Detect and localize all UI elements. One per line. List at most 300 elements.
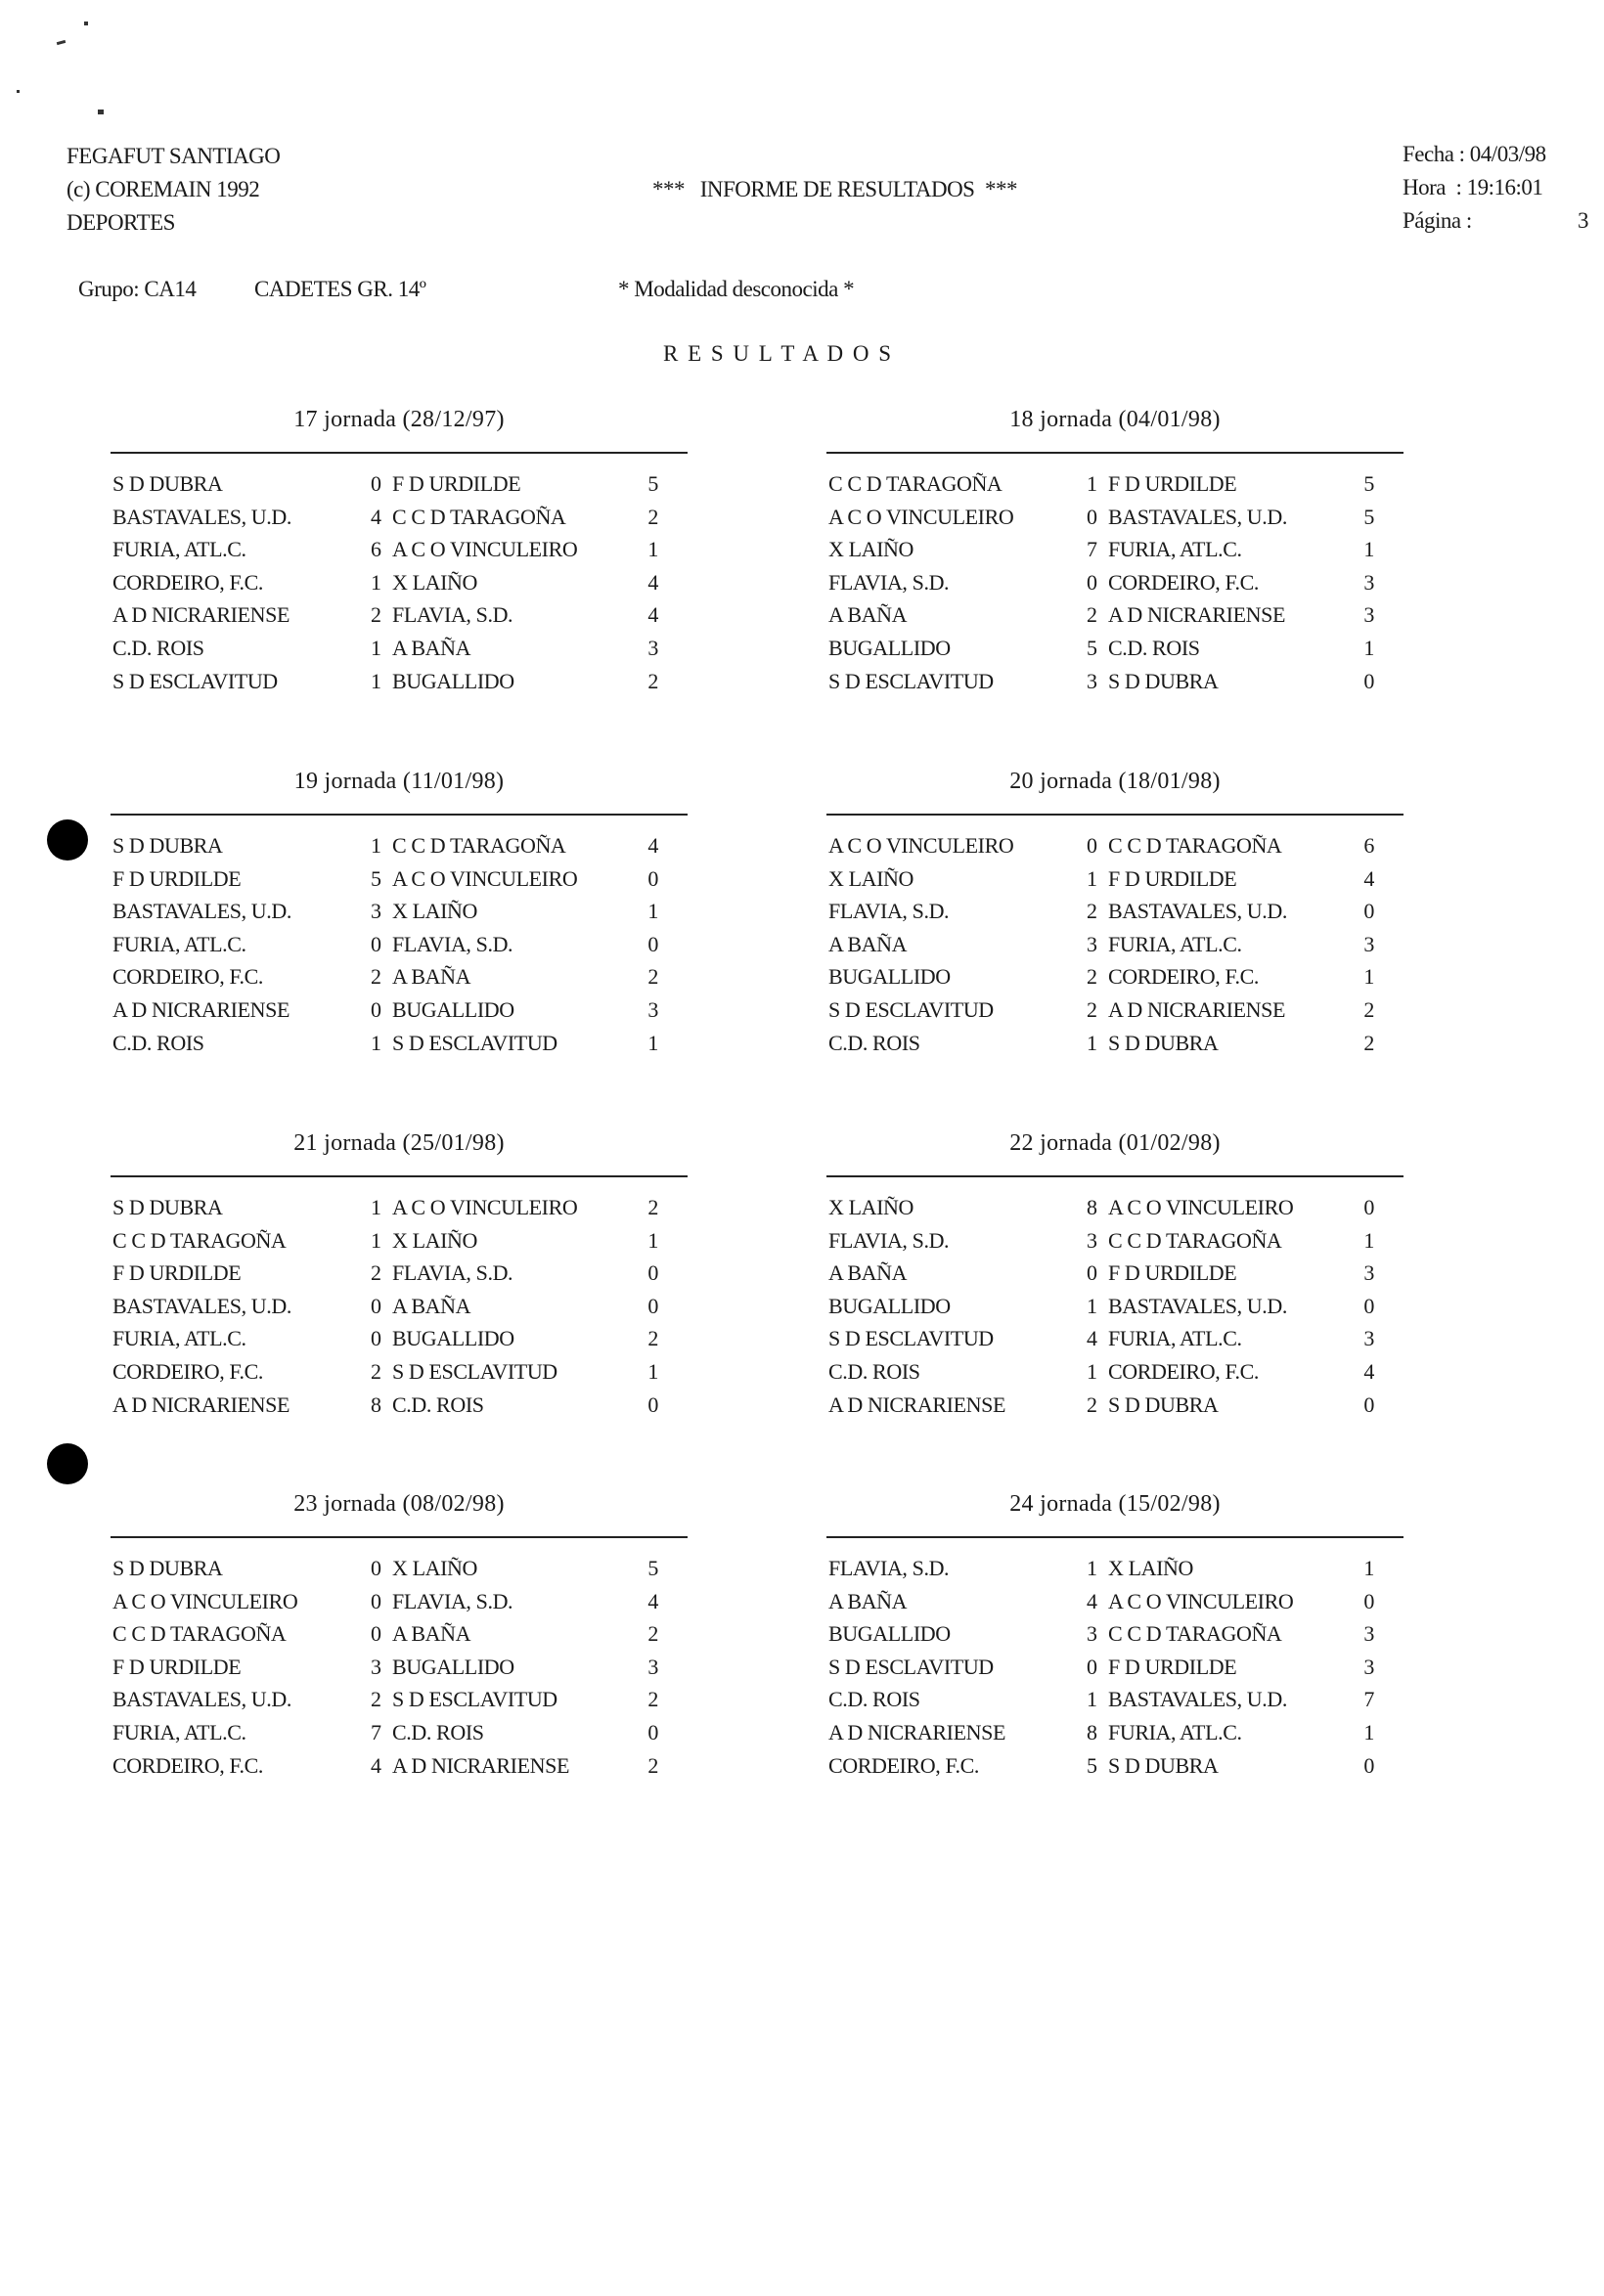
home-team: FURIA, ATL.C. xyxy=(112,537,246,562)
home-team: S D ESCLAVITUD xyxy=(112,668,278,693)
home-goals: 5 xyxy=(371,865,381,891)
home-goals: 1 xyxy=(1087,1687,1097,1712)
match-row xyxy=(112,566,690,599)
away-team: F D URDILDE xyxy=(1108,1654,1237,1679)
away-team: S D DUBRA xyxy=(1108,1030,1219,1055)
away-team: CORDEIRO, F.C. xyxy=(1108,569,1259,595)
away-team: FLAVIA, S.D. xyxy=(392,931,513,956)
away-team: C C D TARAGOÑA xyxy=(1108,833,1282,858)
home-goals: 2 xyxy=(371,964,381,990)
home-team: X LAIÑO xyxy=(828,1195,914,1219)
home-team: FLAVIA, S.D. xyxy=(828,569,950,595)
away-goals: 5 xyxy=(1363,504,1374,529)
home-team: A C O VINCULEIRO xyxy=(112,1588,298,1613)
group-code: Grupo: CA14 xyxy=(78,277,197,301)
home-team: BASTAVALES, U.D. xyxy=(112,899,291,924)
group-name: CADETES GR. 14º xyxy=(254,277,426,301)
away-goals: 3 xyxy=(647,997,658,1022)
away-goals: 3 xyxy=(1363,1621,1374,1647)
home-team: FLAVIA, S.D. xyxy=(828,1556,950,1580)
match-row xyxy=(828,928,1405,961)
jornada-title: 21 jornada (25/01/98) xyxy=(293,1130,505,1156)
away-team: A BAÑA xyxy=(392,964,471,990)
away-team: FURIA, ATL.C. xyxy=(1108,1326,1242,1351)
home-goals: 5 xyxy=(1087,636,1097,660)
home-team: F D URDILDE xyxy=(112,1260,242,1286)
home-goals: 5 xyxy=(1087,1752,1097,1778)
jornada-divider xyxy=(826,1175,1404,1177)
home-team: BASTAVALES, U.D. xyxy=(112,1293,291,1318)
home-team: C.D. ROIS xyxy=(112,636,204,660)
home-team: A BAÑA xyxy=(828,931,908,956)
jornada-block xyxy=(111,1489,688,1812)
away-goals: 0 xyxy=(1363,1195,1374,1219)
report-title: *** INFORME DE RESULTADOS *** xyxy=(652,177,1017,201)
home-goals: 7 xyxy=(1087,537,1097,562)
home-team: A D NICRARIENSE xyxy=(828,1720,1006,1744)
match-row xyxy=(828,1716,1405,1749)
away-goals: 2 xyxy=(647,1195,658,1219)
away-goals: 0 xyxy=(1363,1752,1374,1778)
home-team: CORDEIRO, F.C. xyxy=(828,1752,979,1778)
match-row xyxy=(828,829,1405,862)
away-team: FURIA, ATL.C. xyxy=(1108,537,1242,562)
home-team: C C D TARAGOÑA xyxy=(112,1621,287,1647)
away-goals: 1 xyxy=(1363,537,1374,562)
jornada-divider xyxy=(111,452,688,454)
match-row xyxy=(828,598,1405,632)
away-team: S D DUBRA xyxy=(1108,1391,1219,1417)
away-team: FLAVIA, S.D. xyxy=(392,1588,513,1613)
away-goals: 4 xyxy=(647,602,658,628)
punch-hole xyxy=(47,819,88,861)
match-row xyxy=(828,1355,1405,1389)
match-row xyxy=(112,665,690,698)
home-team: CORDEIRO, F.C. xyxy=(112,569,263,595)
home-team: BUGALLIDO xyxy=(828,636,951,660)
match-row xyxy=(828,467,1405,501)
match-row xyxy=(112,1027,690,1060)
away-team: X LAIÑO xyxy=(392,569,478,595)
away-team: C C D TARAGOÑA xyxy=(1108,1621,1282,1647)
match-row xyxy=(112,1290,690,1323)
home-goals: 4 xyxy=(371,1752,381,1778)
away-team: A D NICRARIENSE xyxy=(1108,602,1286,628)
home-goals: 2 xyxy=(371,1687,381,1712)
home-goals: 2 xyxy=(1087,899,1097,924)
home-goals: 2 xyxy=(371,1359,381,1384)
home-goals: 1 xyxy=(1087,471,1097,496)
away-team: A D NICRARIENSE xyxy=(1108,997,1286,1022)
away-goals: 2 xyxy=(647,1687,658,1712)
away-goals: 2 xyxy=(647,668,658,693)
away-team: BUGALLIDO xyxy=(392,668,514,693)
home-goals: 0 xyxy=(371,997,381,1022)
jornada-title: 20 jornada (18/01/98) xyxy=(1009,769,1221,794)
away-goals: 1 xyxy=(647,1030,658,1055)
jornada-title: 17 jornada (28/12/97) xyxy=(293,407,505,432)
match-row xyxy=(112,960,690,993)
match-row xyxy=(112,1257,690,1290)
home-team: S D DUBRA xyxy=(112,471,223,496)
home-goals: 3 xyxy=(371,1654,381,1679)
away-team: BUGALLIDO xyxy=(392,1654,514,1679)
match-row xyxy=(112,632,690,665)
away-team: CORDEIRO, F.C. xyxy=(1108,964,1259,990)
home-team: F D URDILDE xyxy=(112,865,242,891)
jornada-block xyxy=(826,1128,1404,1451)
match-row xyxy=(828,533,1405,566)
away-goals: 3 xyxy=(1363,1654,1374,1679)
home-team: C.D. ROIS xyxy=(112,1030,204,1055)
home-goals: 1 xyxy=(1087,1359,1097,1384)
away-team: BUGALLIDO xyxy=(392,997,514,1022)
away-team: A C O VINCULEIRO xyxy=(392,865,578,891)
match-row xyxy=(112,467,690,501)
home-goals: 0 xyxy=(1087,569,1097,595)
home-goals: 2 xyxy=(371,602,381,628)
away-goals: 2 xyxy=(647,504,658,529)
jornada-title: 19 jornada (11/01/98) xyxy=(293,769,505,794)
home-goals: 0 xyxy=(1087,1260,1097,1286)
home-team: S D DUBRA xyxy=(112,833,223,858)
jornada-block xyxy=(826,405,1404,728)
match-row xyxy=(828,1290,1405,1323)
away-goals: 0 xyxy=(1363,1293,1374,1318)
away-goals: 0 xyxy=(647,1720,658,1744)
match-row xyxy=(828,501,1405,534)
away-goals: 2 xyxy=(647,964,658,990)
home-goals: 3 xyxy=(1087,668,1097,693)
jornada-block xyxy=(111,1128,688,1451)
home-goals: 0 xyxy=(371,1621,381,1647)
home-team: FURIA, ATL.C. xyxy=(112,1720,246,1744)
home-team: FLAVIA, S.D. xyxy=(828,899,950,924)
home-team: C C D TARAGOÑA xyxy=(828,471,1002,496)
home-team: BASTAVALES, U.D. xyxy=(112,504,291,529)
home-goals: 4 xyxy=(1087,1326,1097,1351)
match-row xyxy=(112,1716,690,1749)
match-row xyxy=(828,1191,1405,1224)
home-goals: 0 xyxy=(1087,1654,1097,1679)
home-team: CORDEIRO, F.C. xyxy=(112,1752,263,1778)
away-goals: 3 xyxy=(1363,931,1374,956)
jornada-block xyxy=(111,767,688,1089)
home-team: S D DUBRA xyxy=(112,1195,223,1219)
away-team: A C O VINCULEIRO xyxy=(1108,1195,1294,1219)
jornada-block xyxy=(111,405,688,728)
away-team: A C O VINCULEIRO xyxy=(392,537,578,562)
away-goals: 2 xyxy=(647,1326,658,1351)
home-team: C.D. ROIS xyxy=(828,1030,920,1055)
away-goals: 6 xyxy=(1363,833,1374,858)
home-goals: 0 xyxy=(371,1588,381,1613)
match-row xyxy=(112,1322,690,1355)
away-goals: 1 xyxy=(1363,964,1374,990)
home-team: A BAÑA xyxy=(828,1588,908,1613)
report-time: Hora : 19:16:01 xyxy=(1403,175,1543,199)
away-team: A BAÑA xyxy=(392,1293,471,1318)
home-goals: 8 xyxy=(371,1391,381,1417)
match-row xyxy=(828,1552,1405,1585)
away-team: C C D TARAGOÑA xyxy=(1108,1227,1282,1253)
home-team: F D URDILDE xyxy=(112,1654,242,1679)
home-team: S D ESCLAVITUD xyxy=(828,1326,994,1351)
away-goals: 1 xyxy=(1363,1556,1374,1580)
away-team: X LAIÑO xyxy=(392,1227,478,1253)
home-goals: 2 xyxy=(1087,602,1097,628)
match-row xyxy=(828,1617,1405,1651)
page-number: 3 xyxy=(1578,208,1588,233)
match-row xyxy=(828,632,1405,665)
match-row xyxy=(112,928,690,961)
jornada-title: 24 jornada (15/02/98) xyxy=(1009,1491,1221,1517)
home-goals: 1 xyxy=(1087,865,1097,891)
away-goals: 3 xyxy=(1363,1326,1374,1351)
jornada-divider xyxy=(826,452,1404,454)
away-goals: 1 xyxy=(647,537,658,562)
away-team: A C O VINCULEIRO xyxy=(1108,1588,1294,1613)
away-team: X LAIÑO xyxy=(1108,1556,1194,1580)
modality: * Modalidad desconocida * xyxy=(618,277,855,301)
away-team: S D ESCLAVITUD xyxy=(392,1359,557,1384)
away-goals: 1 xyxy=(647,1359,658,1384)
match-row xyxy=(112,1749,690,1783)
away-goals: 1 xyxy=(647,899,658,924)
match-row xyxy=(112,1355,690,1389)
away-goals: 1 xyxy=(1363,1227,1374,1253)
home-goals: 2 xyxy=(1087,1391,1097,1417)
away-team: FLAVIA, S.D. xyxy=(392,1260,513,1286)
away-goals: 0 xyxy=(647,865,658,891)
home-goals: 6 xyxy=(371,537,381,562)
home-team: A C O VINCULEIRO xyxy=(828,833,1014,858)
match-row xyxy=(828,1585,1405,1618)
away-goals: 2 xyxy=(1363,997,1374,1022)
match-row xyxy=(112,993,690,1027)
home-goals: 0 xyxy=(1087,833,1097,858)
away-team: S D ESCLAVITUD xyxy=(392,1030,557,1055)
home-goals: 3 xyxy=(371,899,381,924)
away-goals: 1 xyxy=(647,1227,658,1253)
match-row xyxy=(112,829,690,862)
away-goals: 2 xyxy=(647,1621,658,1647)
jornada-title: 18 jornada (04/01/98) xyxy=(1009,407,1221,432)
home-team: C.D. ROIS xyxy=(828,1359,920,1384)
home-goals: 1 xyxy=(1087,1556,1097,1580)
home-team: FURIA, ATL.C. xyxy=(112,1326,246,1351)
match-row xyxy=(112,862,690,896)
home-goals: 3 xyxy=(1087,1621,1097,1647)
jornada-block xyxy=(826,767,1404,1089)
home-goals: 0 xyxy=(371,931,381,956)
home-team: BASTAVALES, U.D. xyxy=(112,1687,291,1712)
home-team: CORDEIRO, F.C. xyxy=(112,964,263,990)
home-team: A D NICRARIENSE xyxy=(112,997,290,1022)
away-team: BASTAVALES, U.D. xyxy=(1108,1293,1287,1318)
match-row xyxy=(112,1552,690,1585)
away-goals: 0 xyxy=(1363,1588,1374,1613)
home-goals: 4 xyxy=(1087,1588,1097,1613)
home-goals: 1 xyxy=(1087,1293,1097,1318)
home-team: FURIA, ATL.C. xyxy=(112,931,246,956)
away-team: S D ESCLAVITUD xyxy=(392,1687,557,1712)
match-row xyxy=(112,1617,690,1651)
match-row xyxy=(828,665,1405,698)
home-team: C.D. ROIS xyxy=(828,1687,920,1712)
home-goals: 4 xyxy=(371,504,381,529)
away-goals: 4 xyxy=(1363,865,1374,891)
away-team: C.D. ROIS xyxy=(392,1720,484,1744)
home-goals: 1 xyxy=(371,569,381,595)
jornada-divider xyxy=(111,1536,688,1538)
away-goals: 0 xyxy=(647,1391,658,1417)
match-row xyxy=(828,1027,1405,1060)
match-row xyxy=(112,1585,690,1618)
away-team: S D DUBRA xyxy=(1108,668,1219,693)
away-team: BASTAVALES, U.D. xyxy=(1108,899,1287,924)
away-goals: 4 xyxy=(647,569,658,595)
away-goals: 3 xyxy=(1363,569,1374,595)
report-date: Fecha : 04/03/98 xyxy=(1403,142,1546,166)
match-row xyxy=(828,1683,1405,1716)
match-row xyxy=(112,1191,690,1224)
match-row xyxy=(112,533,690,566)
match-row xyxy=(112,895,690,928)
home-goals: 1 xyxy=(371,1030,381,1055)
scan-speck xyxy=(84,22,88,25)
away-goals: 0 xyxy=(647,1260,658,1286)
home-goals: 7 xyxy=(371,1720,381,1744)
scan-speck xyxy=(17,90,20,93)
jornada-divider xyxy=(826,1536,1404,1538)
home-team: A D NICRARIENSE xyxy=(828,1391,1006,1417)
away-goals: 0 xyxy=(1363,899,1374,924)
home-goals: 0 xyxy=(371,471,381,496)
away-team: F D URDILDE xyxy=(1108,865,1237,891)
home-goals: 8 xyxy=(1087,1195,1097,1219)
home-team: S D DUBRA xyxy=(112,1556,223,1580)
away-goals: 0 xyxy=(1363,1391,1374,1417)
away-team: FURIA, ATL.C. xyxy=(1108,1720,1242,1744)
match-row xyxy=(828,895,1405,928)
away-team: BASTAVALES, U.D. xyxy=(1108,504,1287,529)
jornada-title: 23 jornada (08/02/98) xyxy=(293,1491,505,1517)
match-row xyxy=(112,1683,690,1716)
home-team: A D NICRARIENSE xyxy=(112,1391,290,1417)
away-team: F D URDILDE xyxy=(1108,1260,1237,1286)
away-goals: 1 xyxy=(1363,636,1374,660)
jornada-title: 22 jornada (01/02/98) xyxy=(1009,1130,1221,1156)
home-goals: 0 xyxy=(371,1556,381,1580)
home-goals: 3 xyxy=(1087,931,1097,956)
match-row xyxy=(828,1322,1405,1355)
away-team: BASTAVALES, U.D. xyxy=(1108,1687,1287,1712)
home-team: BUGALLIDO xyxy=(828,1293,951,1318)
away-goals: 3 xyxy=(1363,1260,1374,1286)
match-row xyxy=(112,501,690,534)
away-goals: 2 xyxy=(647,1752,658,1778)
home-team: S D ESCLAVITUD xyxy=(828,1654,994,1679)
page-label: Página : xyxy=(1403,208,1472,233)
match-row xyxy=(112,1651,690,1684)
org-name: FEGAFUT SANTIAGO xyxy=(67,144,281,168)
away-team: A D NICRARIENSE xyxy=(392,1752,570,1778)
away-team: A BAÑA xyxy=(392,636,471,660)
match-row xyxy=(112,1389,690,1422)
away-goals: 3 xyxy=(647,1654,658,1679)
match-row xyxy=(828,960,1405,993)
punch-hole xyxy=(47,1443,88,1484)
home-team: C C D TARAGOÑA xyxy=(112,1227,287,1253)
away-goals: 7 xyxy=(1363,1687,1374,1712)
home-goals: 3 xyxy=(1087,1227,1097,1253)
match-row xyxy=(828,566,1405,599)
away-goals: 5 xyxy=(647,471,658,496)
away-goals: 2 xyxy=(1363,1030,1374,1055)
home-team: X LAIÑO xyxy=(828,865,914,891)
match-row xyxy=(828,1389,1405,1422)
away-goals: 5 xyxy=(647,1556,658,1580)
match-row xyxy=(828,862,1405,896)
home-team: S D ESCLAVITUD xyxy=(828,997,994,1022)
match-row xyxy=(112,1224,690,1258)
away-goals: 3 xyxy=(647,636,658,660)
away-team: FLAVIA, S.D. xyxy=(392,602,513,628)
away-goals: 0 xyxy=(1363,668,1374,693)
match-row xyxy=(828,993,1405,1027)
away-team: F D URDILDE xyxy=(392,471,521,496)
away-goals: 0 xyxy=(647,1293,658,1318)
scan-speck xyxy=(57,40,66,45)
home-team: CORDEIRO, F.C. xyxy=(112,1359,263,1384)
home-goals: 2 xyxy=(1087,964,1097,990)
away-team: CORDEIRO, F.C. xyxy=(1108,1359,1259,1384)
away-team: F D URDILDE xyxy=(1108,471,1237,496)
match-row xyxy=(112,598,690,632)
home-goals: 8 xyxy=(1087,1720,1097,1744)
section-title: R E S U L T A D O S xyxy=(663,341,894,366)
home-team: A C O VINCULEIRO xyxy=(828,504,1014,529)
match-row xyxy=(828,1749,1405,1783)
match-row xyxy=(828,1257,1405,1290)
copyright: (c) COREMAIN 1992 xyxy=(67,177,260,201)
home-goals: 1 xyxy=(371,1227,381,1253)
home-goals: 0 xyxy=(1087,504,1097,529)
jornada-divider xyxy=(111,814,688,816)
home-team: BUGALLIDO xyxy=(828,1621,951,1647)
away-goals: 4 xyxy=(647,833,658,858)
home-goals: 1 xyxy=(371,1195,381,1219)
away-team: BUGALLIDO xyxy=(392,1326,514,1351)
away-goals: 1 xyxy=(1363,1720,1374,1744)
match-row xyxy=(828,1224,1405,1258)
away-team: C.D. ROIS xyxy=(1108,636,1200,660)
home-team: BUGALLIDO xyxy=(828,964,951,990)
away-team: C.D. ROIS xyxy=(392,1391,484,1417)
home-goals: 2 xyxy=(371,1260,381,1286)
away-team: A BAÑA xyxy=(392,1621,471,1647)
away-team: FURIA, ATL.C. xyxy=(1108,931,1242,956)
home-goals: 0 xyxy=(371,1326,381,1351)
away-team: C C D TARAGOÑA xyxy=(392,833,566,858)
away-goals: 4 xyxy=(647,1588,658,1613)
home-goals: 1 xyxy=(371,636,381,660)
home-goals: 1 xyxy=(371,668,381,693)
department: DEPORTES xyxy=(67,210,175,235)
home-team: A BAÑA xyxy=(828,1260,908,1286)
home-goals: 0 xyxy=(371,1293,381,1318)
